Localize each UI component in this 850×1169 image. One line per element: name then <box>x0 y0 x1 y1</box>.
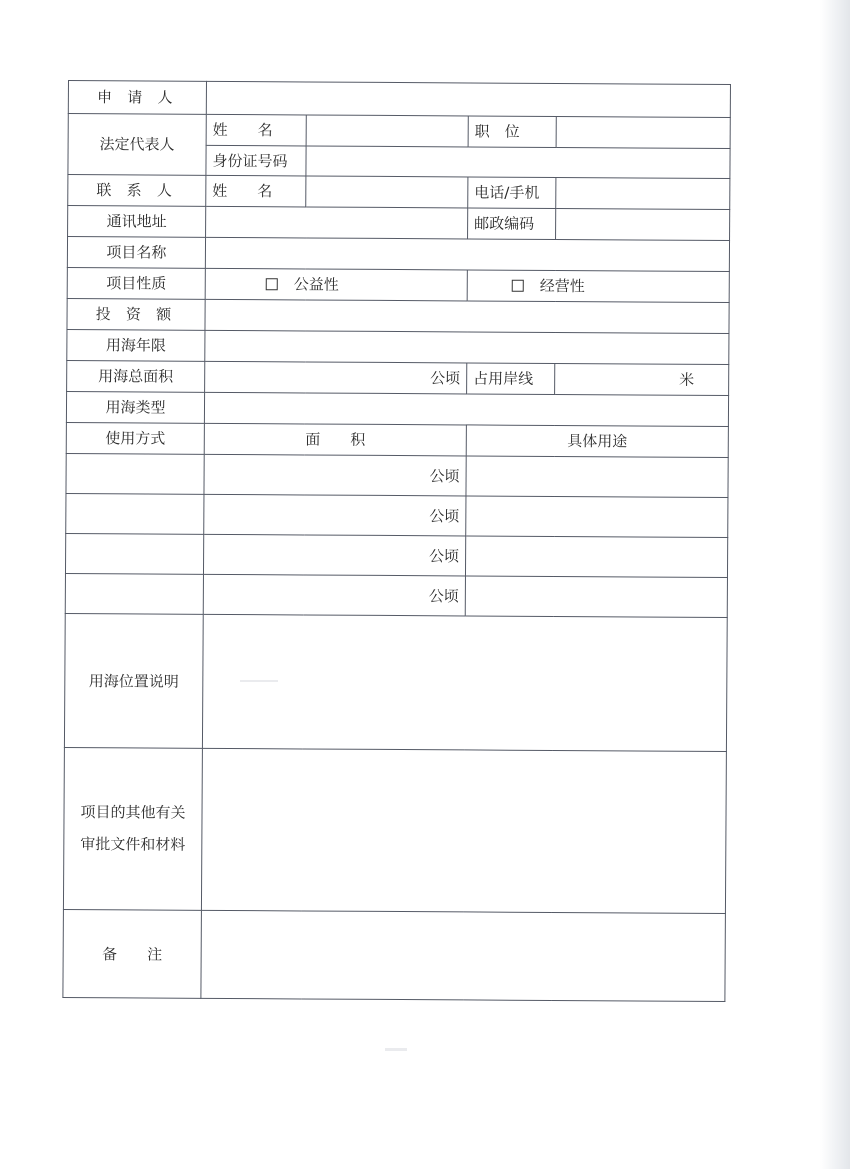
address-field[interactable] <box>206 206 468 239</box>
usage-area-field[interactable] <box>203 574 465 616</box>
location-row <box>64 613 727 751</box>
checkbox-commercial-icon[interactable] <box>512 280 524 292</box>
option-public[interactable] <box>205 268 467 301</box>
total-area-unit: 公顷 <box>430 369 461 388</box>
contact-name-field[interactable] <box>306 176 468 208</box>
usage-type-field[interactable] <box>66 453 204 494</box>
legal-rep-row <box>68 114 730 149</box>
period-row <box>67 329 729 364</box>
usage-purpose-field[interactable] <box>465 536 727 578</box>
usage-area-unit: 公顷 <box>429 506 460 525</box>
usage-label: 使用方式 <box>66 422 204 454</box>
option-public-label: 公益性 <box>293 275 339 294</box>
remarks-label: 备 注 <box>63 909 202 998</box>
usage-row <box>65 533 727 577</box>
option-commercial-label: 经营性 <box>539 276 585 296</box>
legal-rep-id-field[interactable] <box>306 146 730 179</box>
usage-type-field[interactable] <box>65 573 203 614</box>
contact-name-label: 姓 名 <box>206 175 306 207</box>
total-area-row <box>67 360 729 395</box>
postcode-field[interactable] <box>556 208 730 240</box>
other-docs-label-line2: 审批文件和材料 <box>80 834 186 854</box>
usage-type-field[interactable] <box>65 533 203 574</box>
usage-area-field[interactable] <box>204 454 466 496</box>
usage-row <box>66 453 728 497</box>
address-row <box>68 206 730 241</box>
project-name-row <box>67 237 729 272</box>
total-area-label: 用海总面积 <box>67 360 205 392</box>
investment-field[interactable] <box>205 299 729 333</box>
period-label: 用海年限 <box>67 329 205 361</box>
address-label: 通讯地址 <box>68 206 206 238</box>
period-field[interactable] <box>205 330 729 364</box>
usage-purpose-field[interactable] <box>466 456 728 498</box>
other-docs-label <box>63 747 202 910</box>
location-label: 用海位置说明 <box>64 613 203 748</box>
usage-area-unit: 公顷 <box>429 546 460 565</box>
project-name-label: 项目名称 <box>67 237 205 269</box>
coastline-field[interactable] <box>555 363 729 395</box>
page-edge-shadow <box>820 0 850 1169</box>
usage-area-unit: 公顷 <box>429 466 460 485</box>
scan-smudge <box>385 1048 407 1051</box>
legal-rep-position-label: 职 位 <box>468 116 556 148</box>
usage-purpose-field[interactable] <box>466 496 728 538</box>
sea-use-type-label: 用海类型 <box>66 391 204 423</box>
remarks-row <box>63 909 726 1001</box>
legal-rep-position-field[interactable] <box>556 116 730 148</box>
usage-purpose-field[interactable] <box>465 576 727 618</box>
coastline-unit: 米 <box>679 370 695 389</box>
usage-header-row <box>66 422 728 457</box>
sea-use-application-form <box>62 80 731 1002</box>
project-nature-row <box>67 267 729 302</box>
purpose-header: 具体用途 <box>466 425 728 458</box>
coastline-label: 占用岸线 <box>467 363 555 395</box>
area-header: 面 积 <box>204 423 466 456</box>
sea-use-type-row <box>66 391 728 426</box>
remarks-field[interactable] <box>201 910 726 1001</box>
applicant-label: 申 请 人 <box>68 81 206 115</box>
investment-label: 投 资 额 <box>67 298 205 330</box>
location-field[interactable] <box>202 614 727 751</box>
total-area-field[interactable] <box>205 361 467 394</box>
usage-area-field[interactable] <box>204 494 466 536</box>
other-docs-label-line1: 项目的其他有关 <box>80 803 186 822</box>
contact-label: 联 系 人 <box>68 175 206 207</box>
applicant-row <box>68 81 730 118</box>
sea-use-type-field[interactable] <box>204 392 728 426</box>
investment-row <box>67 298 729 333</box>
usage-area-field[interactable] <box>203 534 465 576</box>
other-docs-row <box>63 747 726 913</box>
contact-phone-field[interactable] <box>556 177 730 209</box>
scan-smudge <box>240 680 278 682</box>
contact-phone-label: 电话/手机 <box>468 177 556 209</box>
option-commercial[interactable] <box>467 270 729 303</box>
usage-area-unit: 公顷 <box>428 586 459 605</box>
legal-rep-name-field[interactable] <box>306 115 468 147</box>
legal-rep-id-label: 身份证号码 <box>206 145 306 176</box>
legal-rep-name-label: 姓 名 <box>206 114 306 146</box>
contact-row <box>68 175 730 210</box>
project-name-field[interactable] <box>205 237 729 271</box>
project-nature-label: 项目性质 <box>67 267 205 299</box>
checkbox-public-icon[interactable] <box>266 278 278 290</box>
legal-rep-label: 法定代表人 <box>68 114 206 176</box>
usage-row <box>66 493 728 537</box>
usage-type-field[interactable] <box>66 493 204 534</box>
other-docs-field[interactable] <box>201 748 726 913</box>
usage-row <box>65 573 727 617</box>
applicant-field[interactable] <box>206 81 730 117</box>
postcode-label: 邮政编码 <box>468 208 556 240</box>
